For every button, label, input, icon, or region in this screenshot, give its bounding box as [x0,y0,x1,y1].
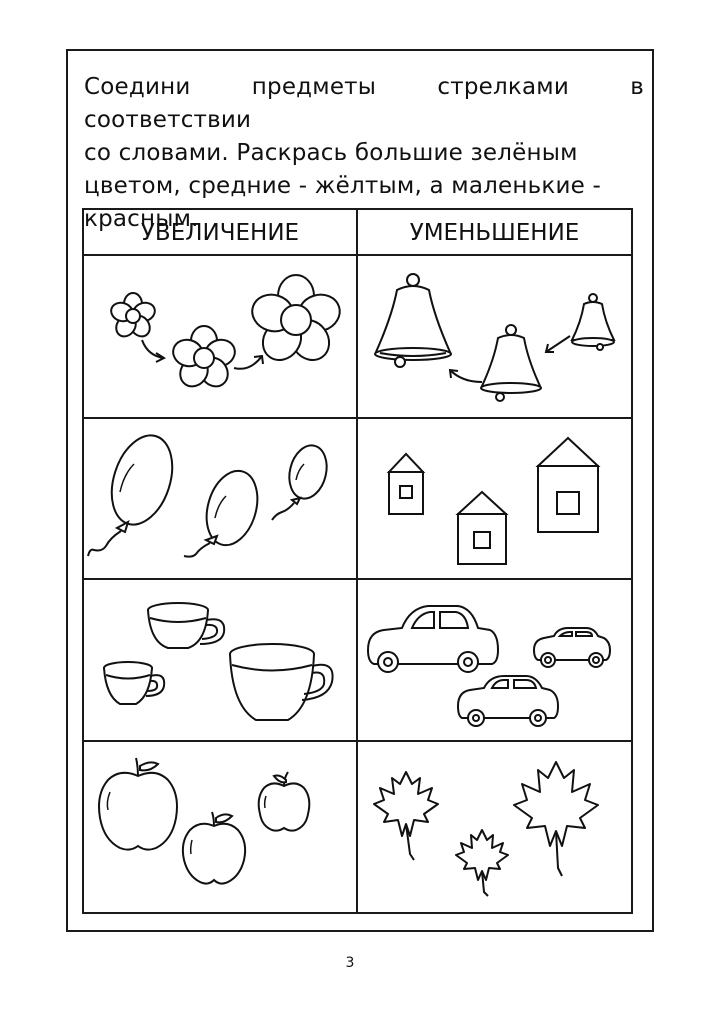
apple-icon [99,758,177,850]
arrow [450,370,482,382]
bells-cell [358,256,631,417]
header-increase: УВЕЛИЧЕНИЕ [140,220,300,246]
car-icon [534,628,610,667]
car-icon [458,676,558,726]
flower-icon [247,275,344,368]
instructions-line-3: цветом, средние - жёлтым, а маленькие - [84,173,601,199]
bell-icon [375,274,451,367]
bell-icon [572,294,614,350]
flower-icon [170,326,239,392]
cup-icon [148,603,224,648]
cups-cell [84,580,356,741]
house-icon [389,454,423,514]
house-icon [458,492,506,564]
balloon-icon [272,441,332,520]
bell-icon [481,325,541,401]
flower-icon [109,293,157,340]
apple-icon [259,772,310,831]
balloon-icon [184,465,266,557]
apple-icon [183,812,245,884]
car-icon [368,606,498,672]
maple-leaf-icon [514,762,598,876]
cup-icon [104,662,164,704]
cup-icon [230,644,333,720]
houses-cell [358,418,631,579]
maple-leaf-icon [374,772,438,860]
balloons-cell [84,418,356,579]
instructions-line-4: красным. [84,206,199,232]
flowers-cell [84,256,356,417]
page-number: 3 [345,955,355,971]
balloon-icon [88,428,183,556]
apples-cell [84,742,356,912]
arrow [234,356,262,369]
instructions-line-1: Соедини предметы стрелками в соответствии [84,74,644,133]
maple-leaf-icon [456,830,508,896]
header-decrease: УМЕНЬШЕНИЕ [409,220,580,246]
arrow [546,336,570,352]
house-icon [538,438,598,532]
leaves-cell [358,742,631,912]
cars-cell [358,580,631,741]
instructions-line-2: со словами. Раскрась большие зелёным [84,140,578,166]
